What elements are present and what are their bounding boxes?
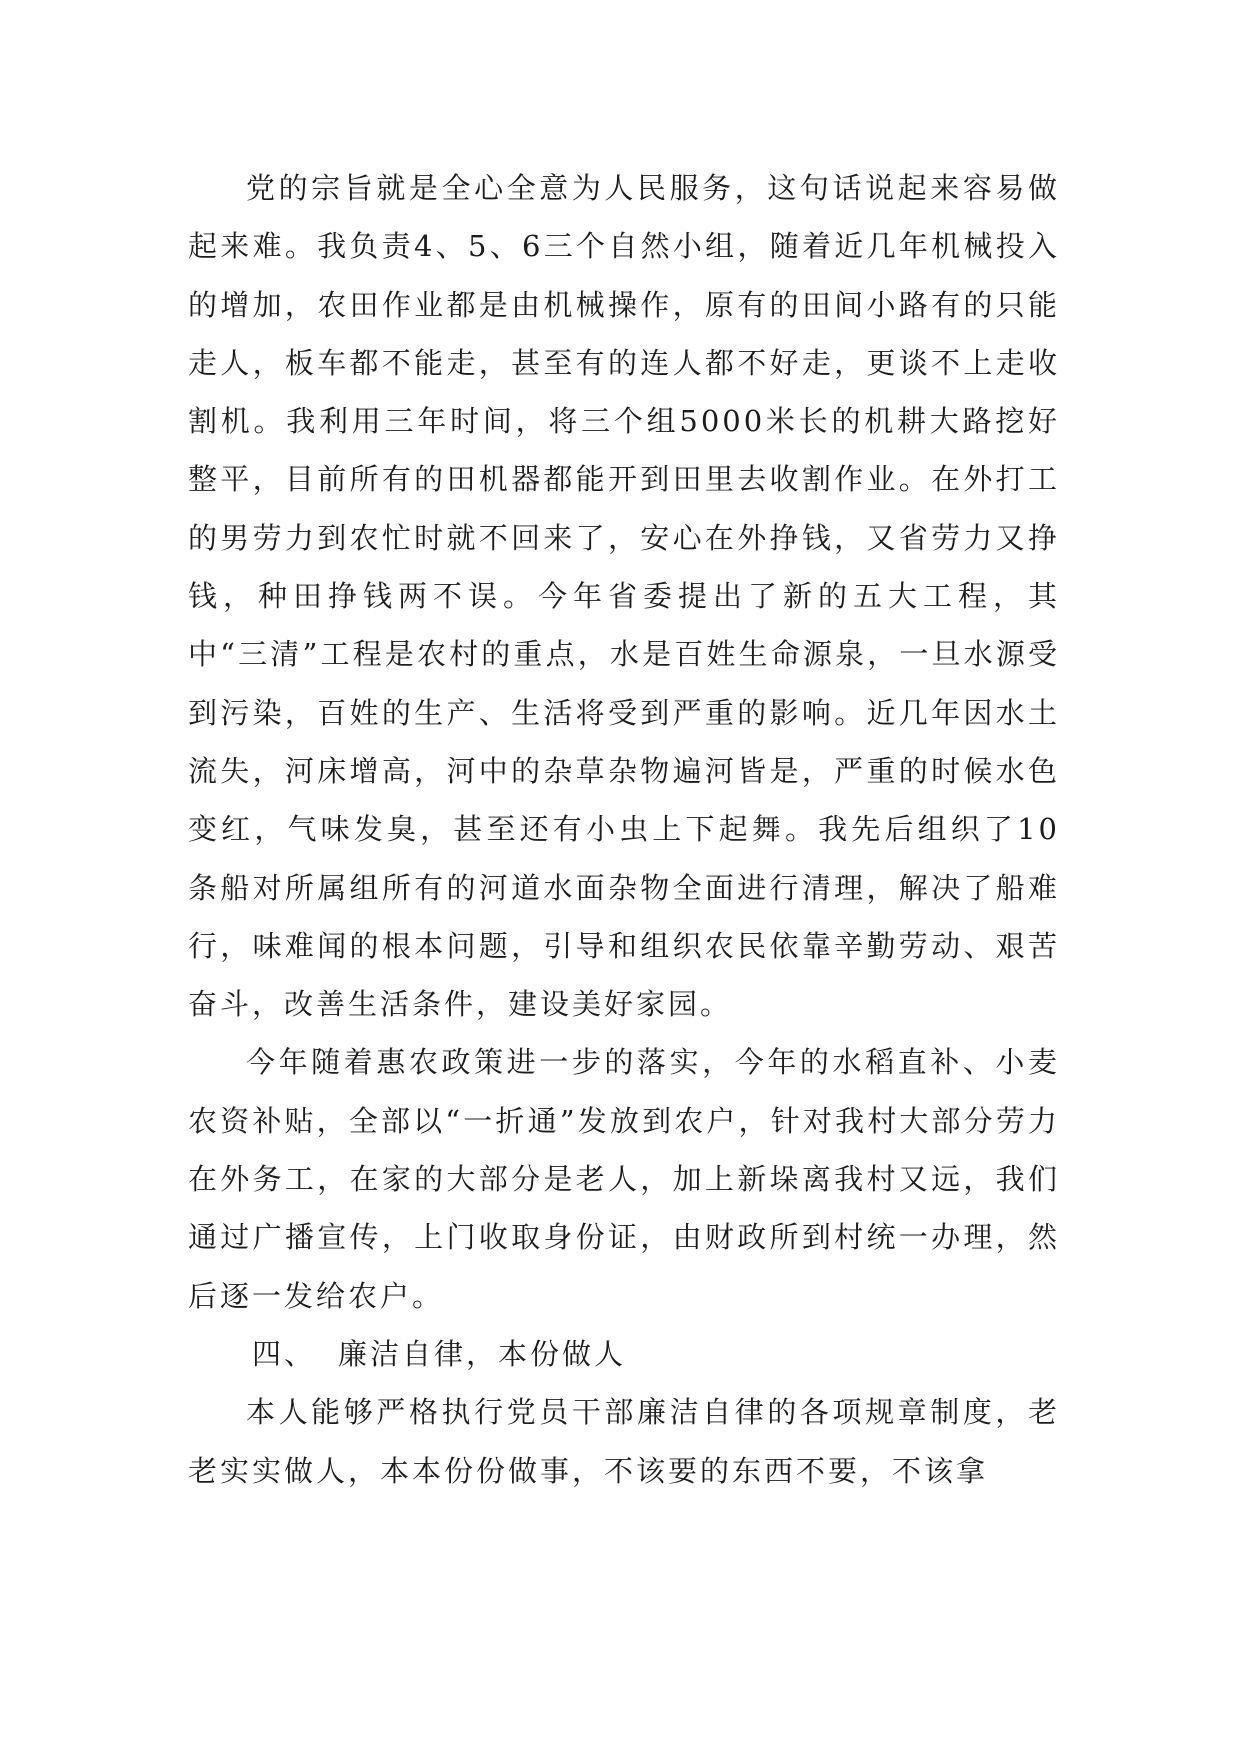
section-number: 四、 [252, 1336, 317, 1371]
section-title: 廉洁自律，本份做人 [338, 1336, 627, 1371]
paragraph-self-discipline: 本人能够严格执行党员干部廉洁自律的各项规章制度，老老实实做人，本本份份做事，不该要的东西不要，不该拿 [188, 1395, 1060, 1488]
section-heading [188, 1325, 1060, 1383]
document-body [188, 159, 1060, 1500]
paragraph-party-service: 党的宗旨就是全心全意为人民服务，这句话说起来容易做起来难。我负责4、5、6三个自然小组，随着近几年机械投入的增加，农田作业都是由机械操作，原有的田间小路有的只能走人，板车都不能走，甚至有的连人都不好走，更谈不上走收割机。我利用三年时间，将三个组5000米长的机耕大路挖好整平，目前所有的田机器都能开到田里去收割作业。在外打工的男劳力到农忙时就不回来了，安心在外挣钱，又省劳力又挣钱，种田挣钱两不误。今年省委提出了新的五大工程，其中“三清”工程是农村的重点，水是百姓生命源泉，一旦水源受到污染，百姓的生产、生活将受到严重的影响。近几年因水土流失，河床增高，河中的杂草杂物遍河皆是，严重的时候水色变红，气味发臭，甚至还有小虫上下起舞。我先后组织了10条船对所属组所有的河道水面杂物全面进行清理，解决了船难行，味难闻的根本问题，引导和组织农民依靠辛勤劳动、艰苦奋斗，改善生活条件，建设美好家园。 [188, 171, 1060, 1022]
paragraph-subsidy-policy: 今年随着惠农政策进一步的落实，今年的水稻直补、小麦农资补贴，全部以“一折通”发放到农户，针对我村大部分劳力在外务工，在家的大部分是老人，加上新垛离我村又远，我们通过广播宣传，上门收取身份证，由财政所到村统一办理，然后逐一发给农户。 [188, 1045, 1060, 1313]
